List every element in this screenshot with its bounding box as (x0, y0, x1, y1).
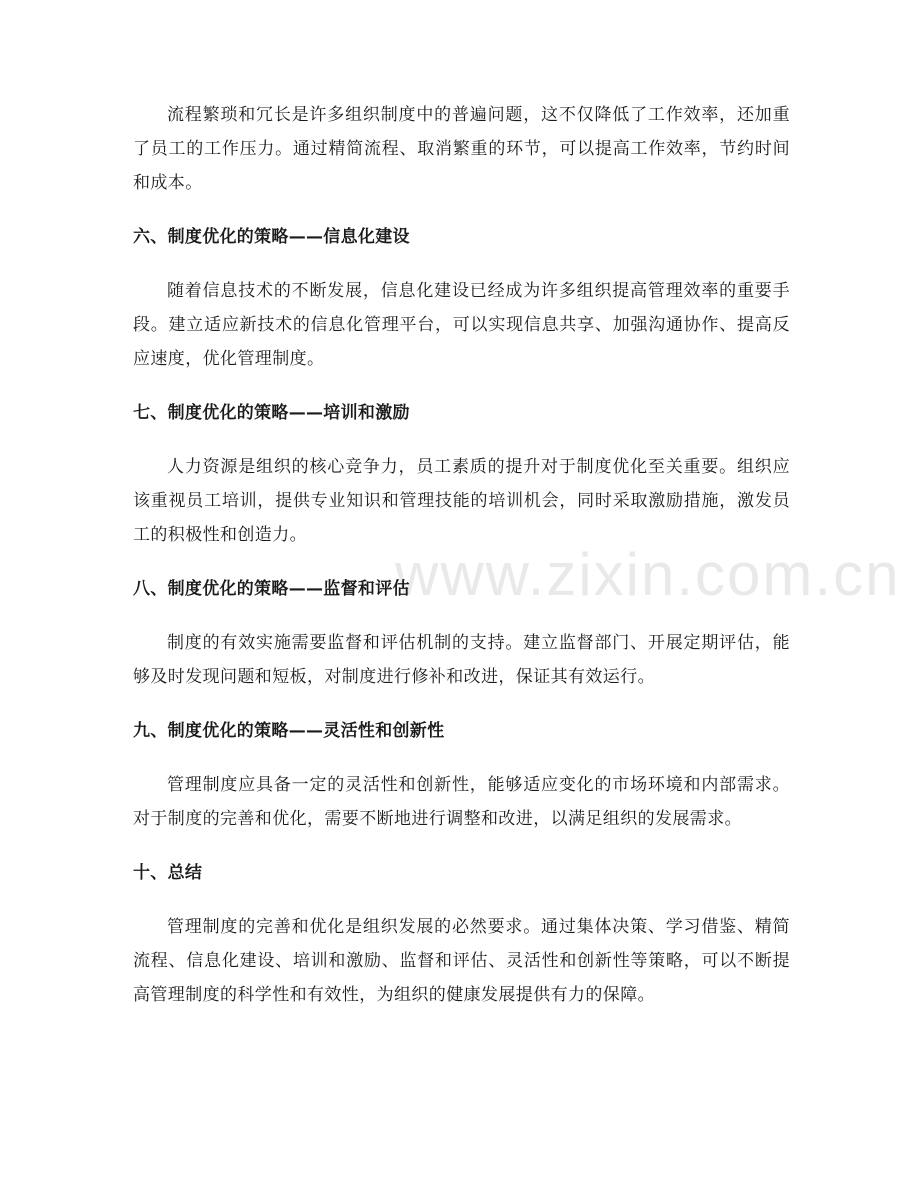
document-page (133, 98, 790, 1012)
spacer (133, 890, 790, 910)
section-heading-6: 六、制度优化的策略——信息化建设 (133, 227, 410, 247)
section-heading-10: 十、总结 (133, 863, 203, 883)
section-paragraph-6: 随着信息技术的不断发展，信息化建设已经成为许多组织提高管理效率的重要手段。建立适应新技术的信息化管理平台，可以实现信息共享、加强沟通协作、提高反应速度，优化管理制度。 (133, 281, 790, 369)
section-paragraph-7: 人力资源是组织的核心竞争力，员工素质的提升对于制度优化至关重要。组织应该重视员工培训，提供专业知识和管理技能的培训机会，同时采取激励措施，激发员工的积极性和创造力。 (133, 457, 790, 545)
section-heading-8: 八、制度优化的策略——监督和评估 (133, 579, 410, 599)
spacer (133, 748, 790, 768)
spacer (133, 606, 790, 626)
intro-paragraph: 流程繁琐和冗长是许多组织制度中的普遍问题，这不仅降低了工作效率，还加重了员工的工作压力。通过精简流程、取消繁重的环节，可以提高工作效率，节约时间和成本。 (133, 105, 790, 193)
spacer (133, 200, 790, 220)
watermark: www.zixin.com.cn (395, 541, 901, 608)
spacer (133, 694, 790, 714)
spacer (133, 254, 790, 274)
spacer (133, 836, 790, 856)
section-heading-9: 九、制度优化的策略——灵活性和创新性 (133, 721, 445, 741)
section-paragraph-10: 管理制度的完善和优化是组织发展的必然要求。通过集体决策、学习借鉴、精简流程、信息化建设、培训和激励、监督和评估、灵活性和创新性等策略，可以不断提高管理制度的科学性和有效性，为组织的健康发展提供有力的保障。 (133, 917, 790, 1005)
section-paragraph-9: 管理制度应具备一定的灵活性和创新性，能够适应变化的市场环境和内部需求。对于制度的完善和优化，需要不断地进行调整和改进，以满足组织的发展需求。 (133, 775, 790, 829)
section-heading-7: 七、制度优化的策略——培训和激励 (133, 403, 410, 423)
section-paragraph-8: 制度的有效实施需要监督和评估机制的支持。建立监督部门、开展定期评估，能够及时发现问题和短板，对制度进行修补和改进，保证其有效运行。 (133, 633, 790, 687)
spacer (133, 430, 790, 450)
spacer (133, 376, 790, 396)
spacer (133, 552, 790, 572)
